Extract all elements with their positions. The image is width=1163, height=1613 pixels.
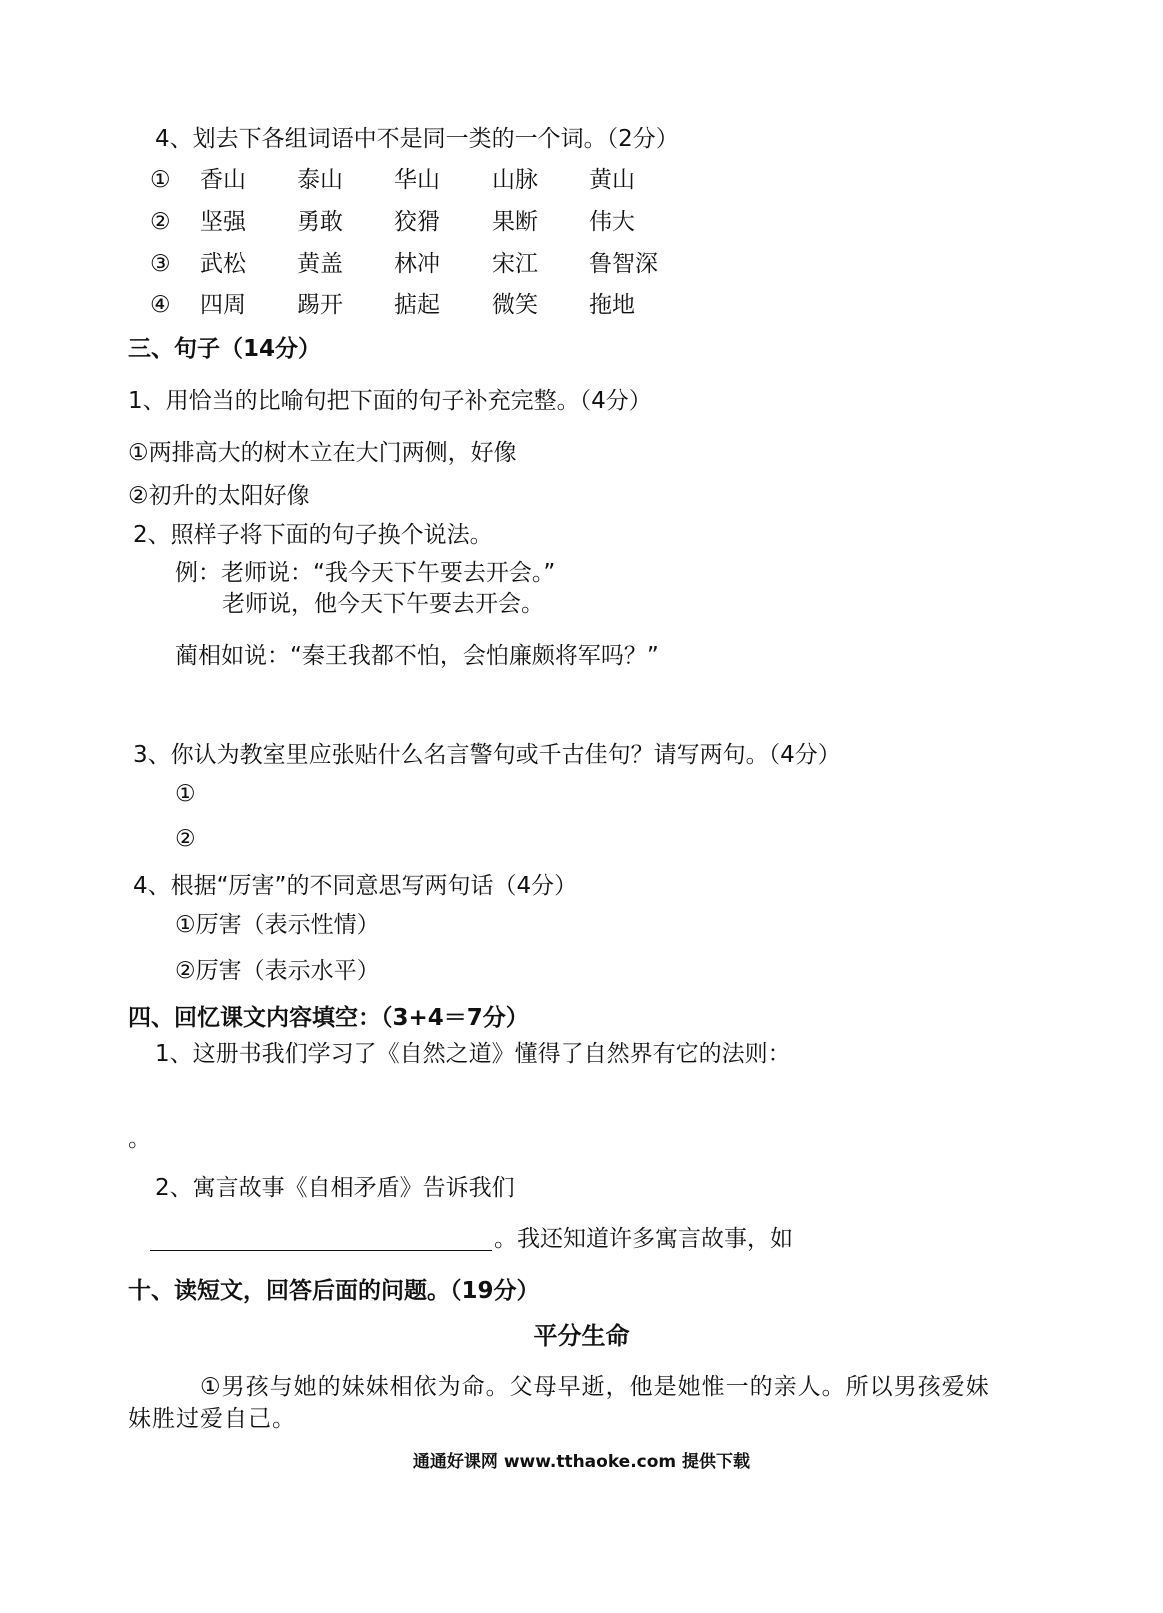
question-prompt: 1、这册书我们学习了《自然之道》懂得了自然界有它的法则： [155,1041,791,1067]
word: 果断 [492,209,538,235]
answer-blank-line [150,1250,492,1251]
group-number: ④ [150,292,171,318]
word: 香山 [200,167,246,193]
word: 鲁智深 [589,251,658,277]
question-prompt: 2、寓言故事《自相矛盾》告诉我们 [155,1175,515,1201]
passage-text: ①男孩与她的妹妹相依为命。父母早逝，他是她惟一的亲人。所以男孩爱妹 [200,1374,990,1400]
example-line: 老师说，他今天下午要去开会。 [222,591,544,617]
section-heading: 三、句子（14分） [128,336,322,362]
word: 狡猾 [394,209,440,235]
word: 黄山 [589,167,635,193]
question-continuation: 。我还知道许多寓言故事，如 [494,1226,793,1252]
word: 黄盖 [297,251,343,277]
word: 勇敢 [297,209,343,235]
passage-text: 妹胜过爱自己。 [128,1406,296,1432]
group-number: ③ [150,251,171,277]
group-number: ② [150,209,171,235]
question-item: ①厉害（表示性情） [175,912,380,938]
answer-slot: ② [175,826,196,852]
question-item: ②厉害（表示水平） [175,958,380,984]
task-sentence: 蔺相如说：“秦王我都不怕，会怕廉颇将军吗？” [175,643,659,669]
word: 伟大 [589,209,635,235]
answer-slot: ① [175,781,196,807]
question-item: ①两排高大的树木立在大门两侧，好像 [128,440,517,466]
word: 山脉 [492,167,538,193]
word: 踢开 [297,292,343,318]
section-heading: 四、回忆课文内容填空：（3+4＝7分） [128,1005,529,1031]
question-prompt: 1、用恰当的比喻句把下面的句子补充完整。（4分） [128,388,652,414]
word: 林冲 [394,251,440,277]
question-prompt: 3、你认为教室里应张贴什么名言警句或千古佳句？请写两句。（4分） [133,742,841,768]
q4-prompt: 4、划去下各组词语中不是同一类的一个词。（2分） [155,126,679,152]
group-number: ① [150,167,171,193]
word: 微笑 [492,292,538,318]
example-line: 例：老师说：“我今天下午要去开会。” [175,560,556,586]
word: 华山 [394,167,440,193]
word: 泰山 [297,167,343,193]
word: 武松 [200,251,246,277]
word: 坚强 [200,209,246,235]
page-footer: 通通好课网 www.tthaoke.com 提供下载 [412,1452,751,1472]
sentence-end: 。 [128,1126,151,1152]
word: 宋江 [492,251,538,277]
question-item: ②初升的太阳好像 [128,483,310,509]
word: 拖地 [589,292,635,318]
word: 掂起 [394,292,440,318]
section-heading: 十、读短文，回答后面的问题。（19分） [128,1278,540,1304]
passage-title: 平分生命 [533,1322,630,1350]
question-prompt: 4、根据“厉害”的不同意思写两句话（4分） [133,873,578,899]
word: 四周 [200,292,246,318]
question-prompt: 2、照样子将下面的句子换个说法。 [133,522,493,548]
